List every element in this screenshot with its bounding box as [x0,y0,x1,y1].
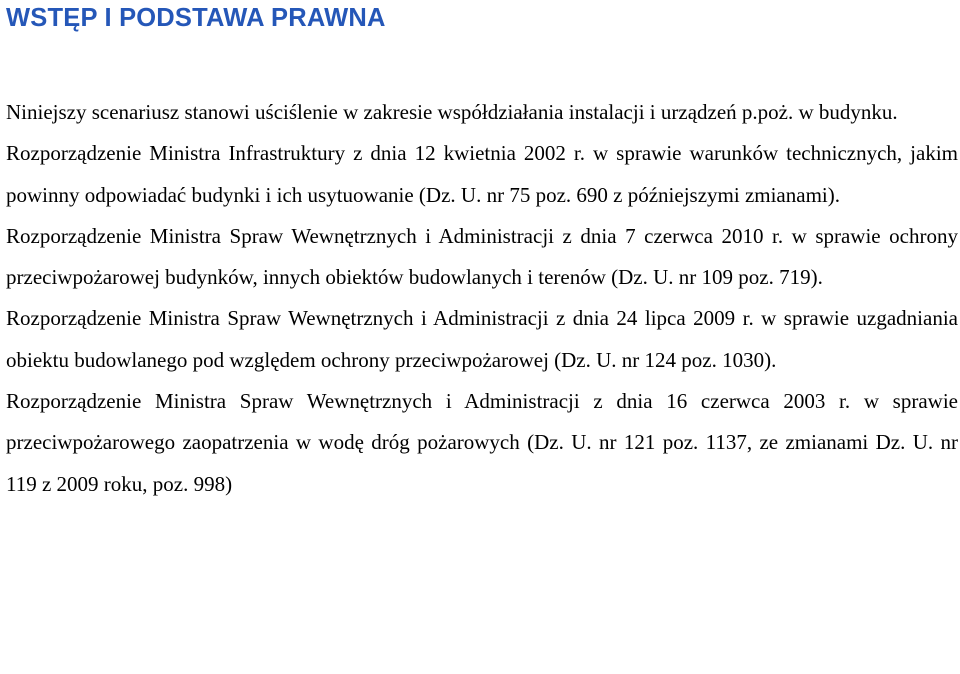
regulation-paragraph-fire-protection-2010: Rozporządzenie Ministra Spraw Wewnętrznych i Administracji z dnia 7 czerwca 2010 r. w sprawie ochrony przeciwpożarowej budynków, innych obiektów budowlanych i terenów (Dz. U. nr 109 poz. 719). [6,223,958,290]
section-heading: WSTĘP I PODSTAWA PRAWNA [6,4,386,32]
regulation-paragraph-infrastructure-2002: Rozporządzenie Ministra Infrastruktury z dnia 12 kwietnia 2002 r. w sprawie warunków technicznych, jakim powinny odpowiadać budynki i ich usytuowanie (Dz. U. nr 75 poz. 690 z późniejszymi zmianami). [6,141,958,207]
intro-paragraph: Niniejszy scenariusz stanowi uściślenie w zakresie współdziałania instalacji i urządzeń p.poż. w budynku. [6,100,898,124]
regulation-paragraph-water-supply-2003: Rozporządzenie Ministra Spraw Wewnętrznych i Administracji z dnia 16 czerwca 2003 r. w sprawie przeciwpożarowego zaopatrzenia w wodę dróg pożarowych (Dz. U. nr 121 poz. 1137, ze zmianami Dz. U. nr 119 z 2009 roku, poz. 998) [6,389,958,496]
legal-basis-text [6,92,958,505]
regulation-paragraph-approval-2009: Rozporządzenie Ministra Spraw Wewnętrznych i Administracji z dnia 24 lipca 2009 r. w sprawie uzgadniania obiektu budowlanego pod względem ochrony przeciwpożarowej (Dz. U. nr 124 poz. 1030). [6,306,958,372]
